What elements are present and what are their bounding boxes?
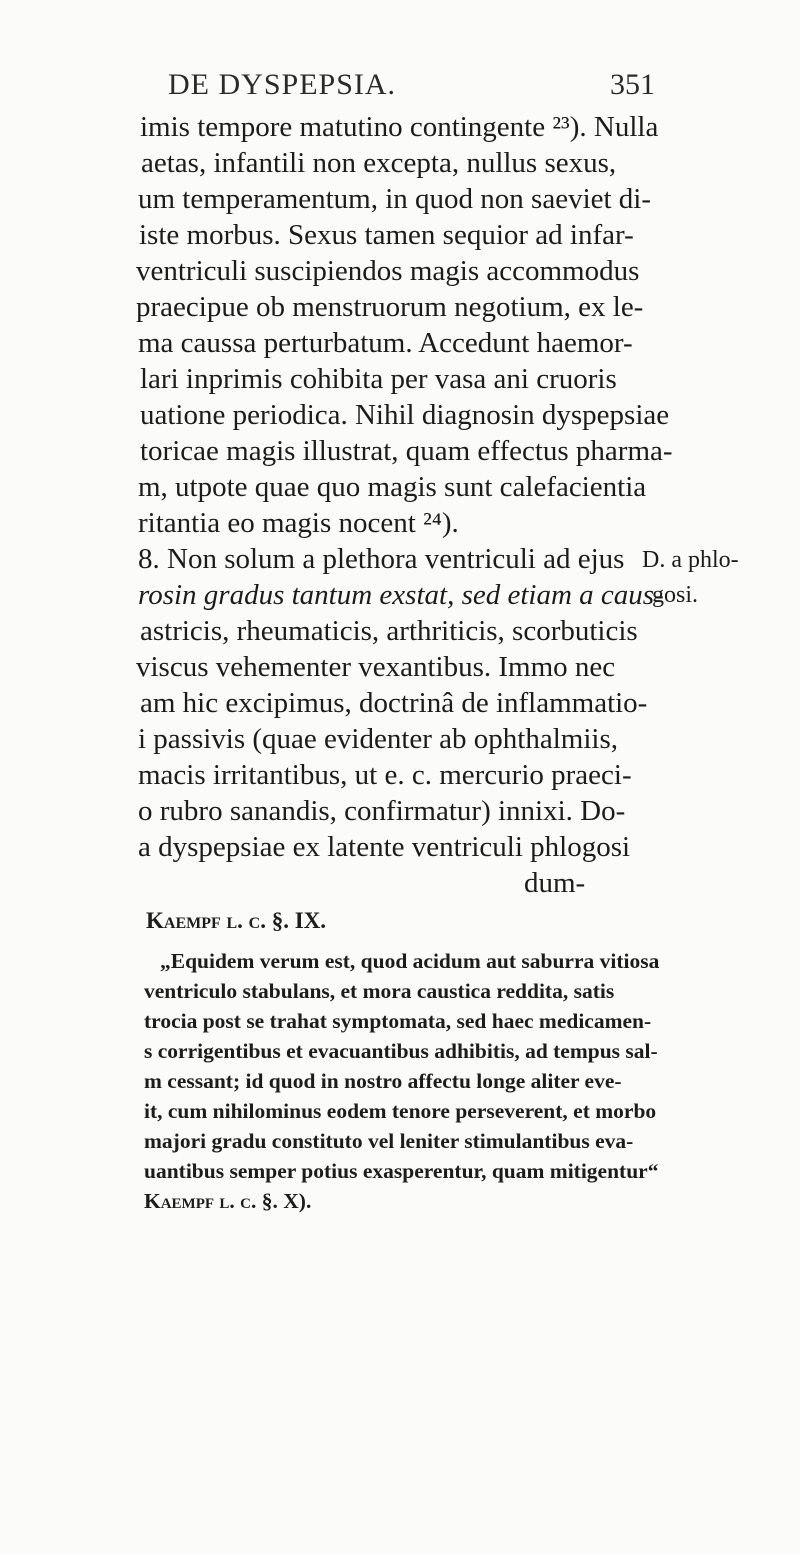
footnote-line: trocia post se trahat symptomata, sed haec medicamen- xyxy=(144,1009,652,1033)
text-line: toricae magis illustrat, quam effectus pharma- xyxy=(140,435,673,467)
margin-note: gosi. xyxy=(652,582,699,608)
catchword: dum- xyxy=(524,867,586,899)
text-line: um temperamentum, in quod non saeviet di- xyxy=(138,183,652,215)
footnote-line: it, cum nihilominus eodem tenore perseverent, et morbo xyxy=(144,1099,657,1123)
footnote-line: ventriculo stabulans, et mora caustica reddita, satis xyxy=(144,979,615,1003)
footnote-line: uantibus semper potius exasperentur, quam mitigentur“ xyxy=(144,1159,659,1183)
text-line: viscus vehementer vexantibus. Immo nec xyxy=(136,651,616,683)
text-line: i passivis (quae evidenter ab ophthalmiis, xyxy=(138,723,619,755)
footnote-line: Kaempf l. c. §. IX. xyxy=(146,908,327,933)
text-line: praecipue ob menstruorum negotium, ex le- xyxy=(136,291,644,323)
text-line: ritantia eo magis nocent ²⁴). xyxy=(138,507,459,539)
footnote-line: „Equidem verum est, quod acidum aut saburra vitiosa xyxy=(160,949,660,973)
footnote-line: Kaempf l. c. §. X). xyxy=(144,1189,312,1213)
text-line: m, utpote quae quo magis sunt calefacientia xyxy=(138,471,647,503)
running-head-title: DE DYSPEPSIA. xyxy=(168,68,397,101)
text-line: 8. Non solum a plethora ventriculi ad ejus xyxy=(138,543,625,575)
text-line: a dyspepsiae ex latente ventriculi phlogosi xyxy=(138,831,631,863)
text-line: imis tempore matutino contingente ²³). Nulla xyxy=(140,111,659,143)
text-line: aetas, infantili non excepta, nullus sexus, xyxy=(141,147,617,179)
margin-note: D. a phlo- xyxy=(642,547,739,573)
text-line: ma caussa perturbatum. Accedunt haemor- xyxy=(138,327,633,359)
text-line: ventriculi suscipiendos magis accommodus xyxy=(136,255,640,287)
text-line: rosin gradus tantum exstat, sed etiam a caus- xyxy=(138,579,664,611)
running-head xyxy=(0,68,800,108)
text-line: uatione periodica. Nihil diagnosin dyspepsiae xyxy=(140,399,670,431)
text-line: iste morbus. Sexus tamen sequior ad infar- xyxy=(139,219,634,251)
page-number: 351 xyxy=(610,68,655,101)
text-line: am hic excipimus, doctrinâ de inflammatio- xyxy=(140,687,648,719)
text-line: o rubro sanandis, confirmatur) innixi. Do- xyxy=(138,795,626,827)
text-line: macis irritantibus, ut e. c. mercurio praeci- xyxy=(138,759,632,791)
footnote-line: majori gradu constituto vel leniter stimulantibus eva- xyxy=(144,1129,634,1153)
footnote-line: s corrigentibus et evacuantibus adhibitis, ad tempus sal- xyxy=(144,1039,658,1063)
footnote-line: m cessant; id quod in nostro affectu longe aliter eve- xyxy=(144,1069,622,1093)
text-line: astricis, rheumaticis, arthriticis, scorbuticis xyxy=(140,615,638,647)
text-line: lari inprimis cohibita per vasa ani cruoris xyxy=(140,363,617,395)
